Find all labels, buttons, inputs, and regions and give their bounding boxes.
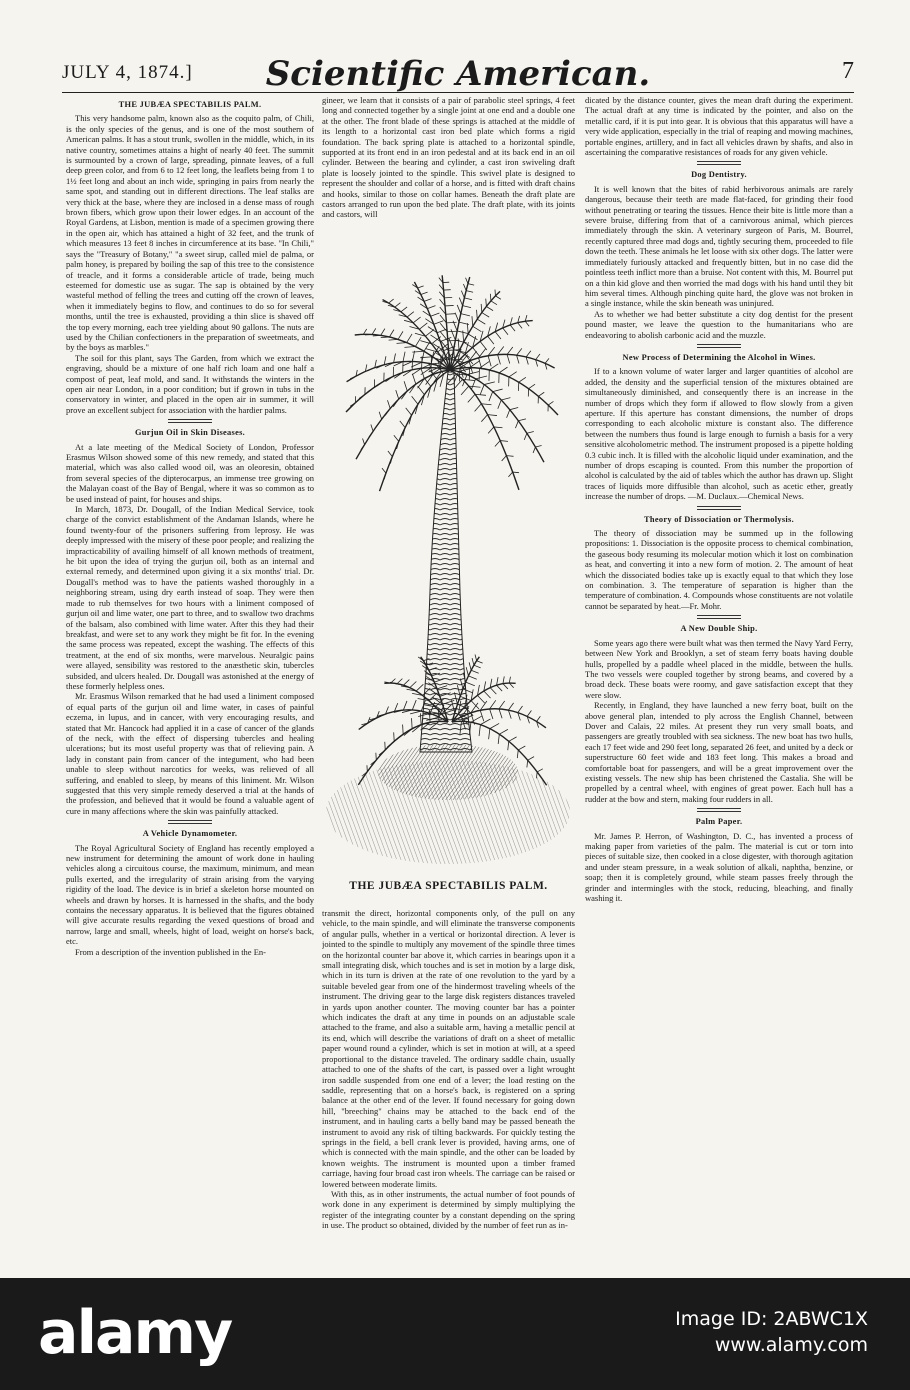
image-id: Image ID: 2ABWC1X (675, 1308, 868, 1330)
alcohol-paragraph: If to a known volume of water larger and larger quantities of alcohol are added, the density and the superficial tension of the mixtures obtained are simultaneously diminished, and consequently there is an increase in the number of drops which they form if allowed to flow slowly from a given aperture. If this aperture has constant dimensions, the number of drops corresponding to each alcoholic mixture is constant also. The difference between the numbers thus found is large enough to furnish a basis for a very sensitive alcoholometric method. The instrument proposed is a pipette holding 0.3 cubic inch. It is filled with the alcoholic liquid under examination, and the number of drops escaping is counted. From this number the proportion of alcohol is calculated by the aid of tables which the author has drawn up. Slight traces of liquids more diffusible than alcohol, such as acetic ether, greatly increase the number of drops. —M. Duclaux.—Chemical News. (585, 366, 853, 502)
dissociation-paragraph: The theory of dissociation may be summed up in the following propositions: 1. Dissociation is the opposite process to chemical combination, the gaseous body resuming its molecular motion which it lost on combination as heat, and converting it into a new form of motion. 2. The amount of heat which the dissociated bodies take up is exactly equal to that which they lose on combination. 3. The temperature of separation is higher than the temperature of combination. 4. Compounds whose constituents are not volatile cannot be separated by heat.—Fr. Mohr. (585, 528, 853, 611)
gurjun-paragraph-2: In March, 1873, Dr. Dougall, of the Indian Medical Service, took charge of the convict establishment of the Andaman Islands, where he found twenty-four of the prisoners suffering from leprosy. He was deeply impressed with the misery of these poor people; and realizing the impracticability of availing himself of all known methods of treatment, he bit upon the idea of trying the gurjun oil, both as an internal and external remedy, and determined upon giving it a six months' trial. Dr. Dougall's method was to have the patients washed thoroughly in a neighboring stream, using dry earth instead of soap. They were then made to rub themselves for two hours with a liniment composed of gurjun oil and lime water, one part to three, and to swallow two drachms of the balsam, also combined with lime water. After this they had their breakfast, and were set to any work they might be fit for. In the evening the same process was repeated, except the washing. The effects of this treatment, at the end of six months, were marvelous. Neuralgic pains were allayed, sensibility was restored to the anæsthetic skin, tubercles subsided, and ulcers healed. Dr. Dougall was astonished at the energy of these formerly helpless ones. (66, 504, 314, 691)
heading-dog: Dog Dentistry. (691, 170, 747, 180)
column-2-top (322, 95, 575, 251)
section-divider (168, 419, 212, 423)
section-divider (697, 808, 741, 812)
vehicle-continued-3: With this, as in other instruments, the actual number of foot pounds of work done in any experiment is determined by simply multiplying the register of the integrating counter by a constant depending on the spring in use. The product so obtained, divided by the number of feet run as in- (322, 1188, 575, 1231)
stock-watermark-banner (0, 1278, 910, 1390)
gurjun-paragraph: At a late meeting of the Medical Society of London, Professor Erasmus Wilson showed some of this new remedy, and stated that this material, which was also called wood oil, was an oleoresin, obtained from several species of the dipterocarpus, an immense tree growing on the Malayan coast of the Bay of Bengal, where it was so common as to be used instead of paint, for houses and ships. (66, 441, 314, 504)
alamy-logo: alamy (38, 1298, 232, 1368)
masthead (62, 54, 854, 94)
column-3 (585, 95, 853, 1270)
column-2-bottom (322, 908, 575, 1270)
heading-ship: A New Double Ship. (680, 624, 758, 634)
vehicle-paragraph: The Royal Agricultural Society of England has recently employed a new instrument for determining the amount of work done in hauling vehicles along a circuitous course, the maximum, minimum, and mean pulls exerted, and the irregularity of strain arising from the varying rigidity of the load. The device is in brief a skeleton horse mounted on wheels and drawn by horses. It is harnessed in the shafts, and the body contains the necessary apparatus. It is believed that the figures obtained will give accurate results regarding the vexed questions of broad and narrow, large and small, wheels, hight of load, weight on horse's back, etc. (66, 842, 314, 947)
figure-caption: THE JUBÆA SPECTABILIS PALM. (349, 880, 548, 892)
palm-paragraph: This very handsome palm, known also as the coquito palm, of Chili, is the only species of the genus, and is one of the most southern of American palms. It has a stout trunk, swollen in the middle, which, in its native country, sometimes attains a hight of nearly 40 feet. The summit is surmounted by a crown of large, spreading, pinnate leaves, of a full deep green color, and from 6 to 12 feet long, the leaflets being from 1 to 1½ feet long and about an inch wide, springing in pairs from nearly the same spot, and standing out in different directions. The leaf stalks are very thick at the base, where they are inclosed in a dense mass of rough brown fibers, which grow upon their lower edges. In an account of the Royal Gardens, at Lisbon, mention is made of a specimen growing there in the open air, which has attained a hight of 32 feet, and the trunk of which measures 13 feet 8 inches in circumference at its base. "In Chili," says the "Treasury of Botany," "a sweet sirup, called miel de palma, or palm honey, is prepared by boiling the sap of this tree to the consistence of treacle, and it forms a considerable article of trade, being much esteemed for domestic use as sugar. The sap is obtained by the very wasteful method of felling the trees and cutting off the crown of leaves, when it immediately begins to flow, and continues to do so for several months, until the tree is exhausted, providing a thin slice is shaved off the top every morning, each tree yielding about 90 gallons. The nuts are used by the Chilian confectioners in the preparation of sweetmeats, and by the boys as marbles." (66, 113, 314, 353)
column-1 (66, 95, 314, 1270)
vehicle-continued-2: transmit the direct, horizontal components only, of the pull on any vehicle, to the main spindle, and will eliminate the transverse components of angular pulls, whether in a vertical or horizontal direction. A lever is jointed to the spindle to multiply any movement of the spindle three times on the horizontal counter bar above it, which carries in bearings upon it a small integrating disk, which touches and is set in motion by a large disk, which in its turn is driven at the rate of one revolution to the yard by a suitable beveled gear from one of the hindermost traveling wheels of the instrument. The driving gear to the large disk registers distances traveled in yards upon another counter. The moving counter bar has a pointer which indicates the draft at any time in pounds on an adjustable scale attached to the frame, and also a suitable arm, having a metallic pencil at its end, which will describe the variations of draft on a sheet of metallic paper wound round a cylinder, which is set in motion at will, at a speed proportional to the distance traveled. The ordinary saddle chain, usually attached to one of the shafts of the cart, is passed over a light wrought iron saddle suspended from one end of a lever; the load resting on the saddle, representing that on a horse's back, is registered on a spring balance at the other end of the lever. If found necessary for going down hill, "breeching" chains may be attached to the back end of the instrument, and in hauling carts a belly band may be passed beneath the instrument to avoid any risk of tilting backwards. For quickly testing the springs in the field, a bell crank lever is provided, having arms, one of which is connected with the main spindle, and the other can be loaded by known weights. The instrument is mounted upon a timber framed carriage, having four broad cast iron wheels. The carriage can be raised or lowered between moderate limits. (322, 908, 575, 1189)
image-id-block (675, 1306, 868, 1358)
section-divider (697, 615, 741, 619)
heading-gurjun: Gurjun Oil in Skin Diseases. (134, 428, 246, 438)
section-divider (697, 344, 741, 348)
dog-paragraph: It is well known that the bites of rabid herbivorous animals are rarely dangerous, because their teeth are made flat-faced, for grinding their food without penetrating or tearing the tissues. Hence their bite is little more than a severe bruise, differing from that of a carnivorous animal, which pierces immediately through the skin. A veterinary surgeon of Paris, M. Bourrel, recently captured three mad dogs and, tightly securing them, proceeded to file down the teeth. These animals he let loose with six other dogs. The latter were immediately furiously attacked and frequently bitten, but in no case did the pointless teeth inflict more than a bruise. Not content with this, M. Bourrel put on a thin kid glove and then worried the mad dogs with his hand until they bit him several times. Although pinching quite hard, the glove was not broken in a single instance, while the skin beneath was uninjured. (585, 183, 853, 309)
page-number: 7 (842, 58, 854, 84)
vehicle-continued: gineer, we learn that it consists of a pair of parabolic steel springs, 4 feet long and connected together by a single joint at one end and a double one at the other. The front blade of these springs is attached at the middle of its length to a horizontal cast iron bed plate which forms a rigid foundation. The back spring plate is attached to a horizontal spindle, supported at its front end in an iron pedestal and at its back end in an oil cylinder. Between the bearing and cylinder, a cast iron swiveling draft plate is loosely jointed to the spindle. This swivel plate is designed to represent the shoulder and collar of a horse, and is fitted with draft chains and hooks, similar to those on collar hames. Beneath the draft plate are castors arranged to run upon the bed plate. The draft plate, with its joints and castors, will (322, 95, 575, 220)
section-divider (697, 506, 741, 510)
section-divider (168, 820, 212, 824)
section-divider (697, 161, 741, 165)
ship-paragraph: Some years ago there were built what was then termed the Navy Yard Ferry, between New York and Brooklyn, a set of steam ferry boats having double hulls, propelled by a paddle wheel placed in the middle, between the hulls. The two vessels were coupled together by strong beams, and covered by a broad deck. These boats were roomy, and gave satisfaction except that they were slow. (585, 637, 853, 700)
dog-paragraph-2: As to whether we had better substitute a city dog dentist for the present pound master, we leave the question to the humanitarians who are endeavoring to abolish carbonic acid and the muzzle. (585, 308, 853, 340)
heading-vehicle: A Vehicle Dynamometer. (142, 829, 238, 839)
heading-dissociation: Theory of Dissociation or Thermolysis. (644, 514, 794, 524)
heading-palm-paper: Palm Paper. (695, 817, 743, 827)
ship-paragraph-2: Recently, in England, they have launched a new ferry boat, built on the above general plan, intended to ply across the English Channel, between Dover and Calais, 22 miles. At present they run very small boats, and passengers are greatly troubled with sea sickness. The new boat has two hulls, each 17 feet wide and 290 feet long, separated 26 feet, and united by a deck or superstructure 60 feet wide and 183 feet long. This makes a broad and comfortable boat for passengers, and will be a great improvement over the existing vessels. The new ship has been christened the Castalia. She will be propelled by a central wheel, with engines of great power. Each hull has a rudder at the bow and stern, making four rudders in all. (585, 700, 853, 804)
issue-date: JULY 4, 1874.] (62, 62, 193, 83)
heading-palm: THE JUBÆA SPECTABILIS PALM. (118, 100, 262, 109)
palm-paper-paragraph: Mr. James P. Herron, of Washington, D. C., has invented a process of making paper from varieties of the palm. The material is cut or torn into pieces of suitable size, then cooked in a close digester, with thorough agitation and under steam pressure, in a weak solution of alkali, naphtha, benzine, or soap; then it is completely ground, while steam passes freely through the grinder and intermingles with the stock, reducing, bleaching, and finally washing it. (585, 830, 853, 904)
site-url: www.alamy.com (714, 1334, 868, 1356)
vehicle-paragraph-2: From a description of the invention published in the En- (75, 946, 266, 957)
masthead-title: Scientific American. (265, 54, 651, 94)
base-foliage (378, 744, 518, 800)
vehicle-conclusion: dicated by the distance counter, gives the mean draft during the experiment. The actual draft at any time is indicated by the pointer, and also on the metallic card, if it is put into gear. It is obvious that this apparatus will have a very wide application, especially in the trial of reaping and mowing machines, portable engines, artillery, and in fact all vehicles drawn by shafts, and also in ascertaining the comparative resistances of roads for any given vehicle. (585, 95, 853, 158)
gurjun-paragraph-3: Mr. Erasmus Wilson remarked that he had used a liniment composed of equal parts of the gurjun oil and lime water, in cases of painful eczema, in lupus, and in cancer, with very encouraging results, and stated that Mr. Hancock had applied it in a case of cancer of the glands of the neck, with the effect of dispersing tubercles and healing ulcerations; but its most useful property was that of relieving pain. A lady in constant pain from cancer of the integument, who had been unable to sleep without narcotics for weeks, was relieved of all suffering, and enabled to sleep, by means of this liniment. Mr. Wilson suggested that this very simple remedy deserved a trial at the hands of the profession, and believed that it would be found a valuable agent of cure in many affections where the skin was painfully attacked. (66, 691, 314, 816)
palm-engraving (320, 252, 578, 874)
palm-trunk (420, 372, 472, 752)
palm-paragraph-2: The soil for this plant, says The Garden, from which we extract the engraving, should be a mixture of one half rich loam and one half a compost of peat, leaf mold, and sand. It withstands the winters in the open air near London, in a poor condition; but if grown in tubs in the conservatory in winter, and placed in the open air in summer, it will prove an excellent subject for association with the hardier palms. (66, 352, 314, 415)
heading-alcohol: New Process of Determining the Alcohol in Wines. (622, 352, 816, 362)
